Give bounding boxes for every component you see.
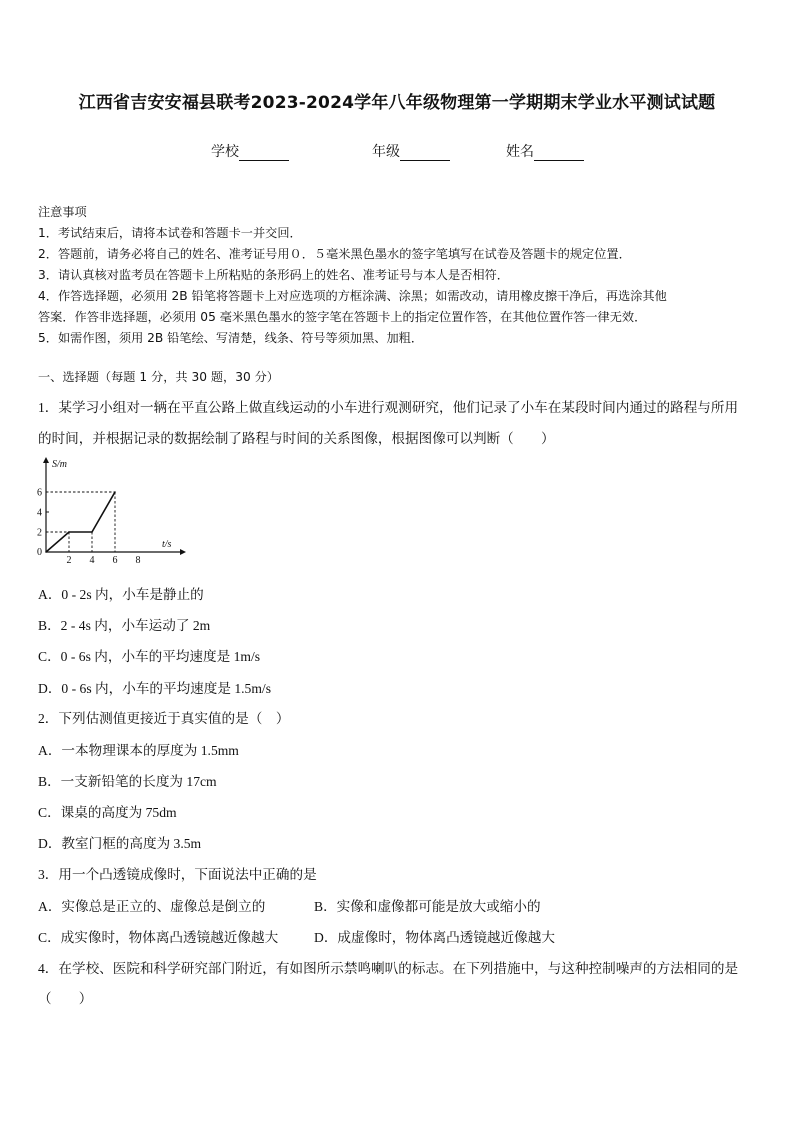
- notes-item: 1．考试结束后，请将本试卷和答题卡一并交回．: [38, 226, 302, 240]
- school-blank[interactable]: [239, 146, 289, 161]
- notes-item: 5．如需作图，须用 2B 铅笔绘、写清楚，线条、符号等须加黑、加粗．: [38, 331, 424, 345]
- q4-stem-line1: 4．在学校、医院和科学研究部门附近，有如图所示禁鸣喇叭的标志。在下列措施中，与这种控制噪声的方法相同的是: [38, 961, 739, 976]
- q3-option-a[interactable]: A．实像总是正立的、虚像总是倒立的: [38, 899, 266, 914]
- q3-stem: 3．用一个凸透镜成像时，下面说法中正确的是: [38, 867, 317, 882]
- q1-option-c[interactable]: C．0 - 6s 内，小车的平均速度是 1m/s: [38, 649, 261, 664]
- q1-option-a[interactable]: A．0 - 2s 内，小车是静止的: [38, 587, 204, 602]
- q1-stem-line1: 1．某学习小组对一辆在平直公路上做直线运动的小车进行观测研究，他们记录了小车在某段时间内通过的路程与所用: [38, 400, 739, 415]
- q1-option-d[interactable]: D．0 - 6s 内，小车的平均速度是 1.5m/s: [38, 681, 271, 696]
- data-point: [68, 531, 70, 533]
- y-axis-arrow: [43, 457, 49, 463]
- page-title: 江西省吉安安福县联考2023-2024学年八年级物理第一学期期末学业水平测试试题: [78, 93, 716, 113]
- data-point: [114, 491, 116, 493]
- q2-stem: 2．下列估测值更接近于真实值的是（ ）: [38, 711, 290, 726]
- name-blank[interactable]: [534, 146, 584, 161]
- q3-option-c[interactable]: C．成实像时，物体离凸透镜越近像越大: [38, 930, 279, 945]
- grade-field: [372, 141, 450, 161]
- notes-heading: 注意事项: [38, 205, 87, 219]
- q2-option-c[interactable]: C．课桌的高度为 75dm: [38, 805, 177, 820]
- school-label: 学校: [211, 145, 239, 160]
- data-point: [45, 551, 47, 553]
- st-graph: [30, 455, 190, 567]
- y-tick-label: 2: [37, 527, 42, 539]
- q3-option-b[interactable]: B．实像和虚像都可能是放大或缩小的: [314, 899, 541, 914]
- x-tick-label: 6: [112, 555, 118, 566]
- q1-option-b[interactable]: B．2 - 4s 内，小车运动了 2m: [38, 618, 211, 633]
- q1-stem-line2: 的时间，并根据记录的数据绘制了路程与时间的关系图像，根据图像可以判断（ ）: [38, 431, 555, 446]
- origin-label: 0: [37, 547, 42, 558]
- notes-section: [38, 202, 758, 349]
- data-line: [46, 492, 115, 552]
- x-axis-label: t/s: [162, 539, 172, 550]
- notes-item: 答案．作答非选择题，必须用 05 毫米黑色墨水的签字笔在答题卡上的指定位置作答，在其他位置作答一律无效．: [38, 310, 647, 324]
- y-tick-label: 6: [37, 487, 42, 499]
- y-tick-label: 4: [37, 507, 42, 519]
- name-field: [506, 141, 584, 161]
- q4-stem-line2: （ ）: [38, 991, 93, 1006]
- x-tick-label: 2: [66, 555, 72, 566]
- q3-option-d[interactable]: D．成虚像时，物体离凸透镜越近像越大: [314, 930, 555, 945]
- x-tick-label: 4: [89, 555, 95, 566]
- x-tick-label: 8: [135, 555, 141, 566]
- grade-label: 年级: [372, 145, 400, 160]
- section-heading: 一、选择题（每题 1 分，共 30 题，30 分）: [38, 370, 279, 384]
- q2-option-d[interactable]: D．教室门框的高度为 3.5m: [38, 836, 202, 851]
- notes-item: 4．作答选择题，必须用 2B 铅笔将答题卡上对应选项的方框涂满、涂黑；如需改动，请用橡皮擦干净后，再选涂其他: [38, 289, 667, 303]
- x-axis-arrow: [180, 549, 186, 555]
- notes-item: 2．答题前，请务必将自己的姓名、准考证号用０．５毫米黑色墨水的签字笔填写在试卷及答题卡的规定位置．: [38, 247, 631, 261]
- name-label: 姓名: [506, 145, 534, 160]
- data-point: [91, 531, 93, 533]
- q2-option-a[interactable]: A．一本物理课本的厚度为 1.5mm: [38, 743, 239, 758]
- q2-option-b[interactable]: B．一支新铅笔的长度为 17cm: [38, 774, 217, 789]
- grade-blank[interactable]: [400, 146, 450, 161]
- y-axis-label: S/m: [52, 459, 67, 470]
- notes-item: 3．请认真核对监考员在答题卡上所粘贴的条形码上的姓名、准考证号与本人是否相符．: [38, 268, 509, 282]
- school-field: [211, 141, 289, 161]
